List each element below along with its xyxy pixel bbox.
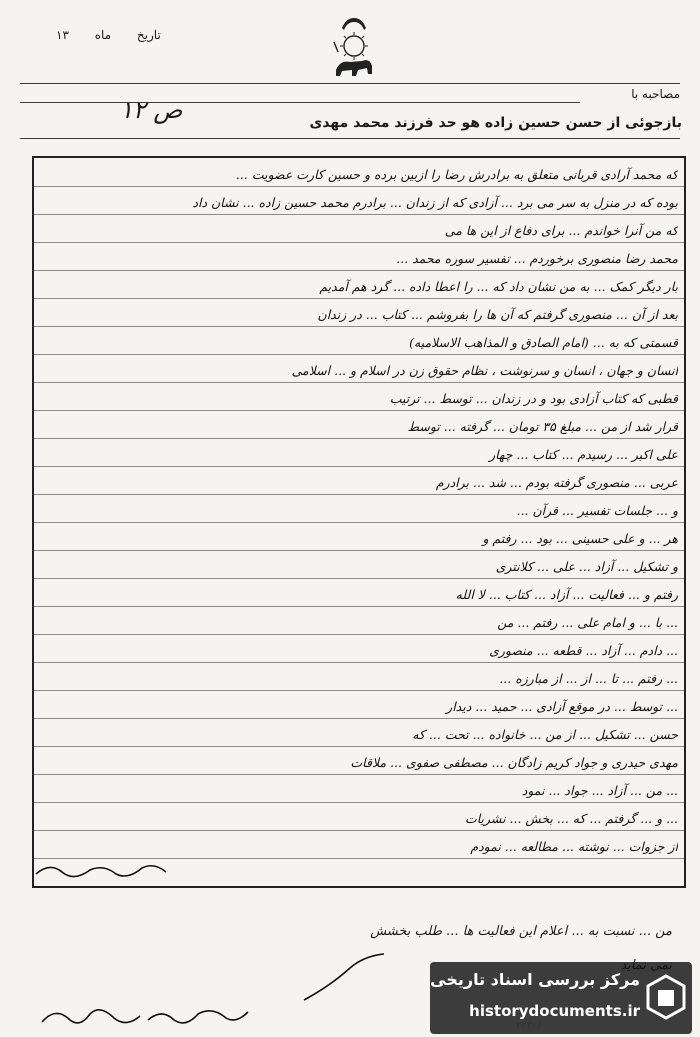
body-line: که محمد آرادی قربانی متعلق به برادرش رضا را ازبین برده و حسین کارت عضویت ... bbox=[235, 167, 678, 182]
closing-line-1: من ... نسبت به ... اعلام این فعالیت ها ... طلب بخشش bbox=[370, 924, 672, 939]
body-line: ... با ... و امام علی ... رفتم ... من bbox=[497, 615, 678, 630]
margin-signature bbox=[32, 858, 172, 884]
signature-stroke bbox=[300, 950, 390, 1010]
body-line: که من آنرا خواندم ... برای دفاع از این ها می bbox=[444, 223, 678, 238]
body-line: حسن ... تشکیل ... از من ... خانواده ... تحت ... که bbox=[412, 727, 678, 742]
body-line: از جزوات ... نوشته ... مطالعه ... نمودم bbox=[470, 839, 678, 854]
handwritten-body bbox=[32, 156, 686, 888]
interview-line bbox=[20, 102, 580, 103]
month-label: ماه bbox=[94, 28, 112, 42]
body-line: محمد رضا منصوری برخوردم ... تفسیر سوره محمد ... bbox=[396, 251, 678, 266]
body-line: قطبی که کتاب آزادی بود و در زندان ... توسط ... ترتیب bbox=[389, 391, 678, 406]
date-label: تاریخ bbox=[136, 28, 161, 42]
watermark-url: historydocuments.ir bbox=[469, 1002, 640, 1020]
emblem-icon bbox=[328, 14, 380, 80]
body-line: قسمتی که به ... (امام الصادق و المذاهب الاسلامیه) bbox=[409, 335, 678, 350]
subject-line: بازجوئی از حسن حسین زاده هو حد فرزند محمد مهدی bbox=[309, 115, 682, 131]
body-line: ... دادم ... آزاد ... قطعه ... منصوری bbox=[489, 643, 678, 658]
body-line: ... و ... گرفتم ... که ... بخش ... نشریات bbox=[464, 811, 678, 826]
subject-underline bbox=[20, 138, 680, 139]
archive-logo-icon bbox=[646, 974, 686, 1020]
signature bbox=[36, 1000, 256, 1034]
body-line: ... من ... آزاد ... جواد ... نمود bbox=[521, 783, 678, 798]
header-divider bbox=[20, 83, 680, 84]
body-line: ... توسط ... در موقع آزادی ... حمید ... دیدار bbox=[446, 699, 678, 714]
body-line: علی اکبر ... رسیدم ... کتاب ... چهار bbox=[489, 447, 678, 462]
body-line: انسان و جهان ، انسان و سرنوشت ، نظام حقوق زن در اسلام و ... اسلامی bbox=[291, 363, 678, 378]
body-line: ... رفتم ... تا ... از ... از مبارزه ... bbox=[499, 671, 678, 686]
body-line: هر ... و علی حسینی ... بود ... رفتم و bbox=[482, 531, 678, 546]
body-line: بعد از آن ... منصوری گرفتم که آن ها را بفروشم ... کتاب ... در زندان bbox=[317, 307, 678, 322]
body-line: بار دیگر کمک ... به من نشان داد که ... را اعطا داده ... گرد هم آمدیم bbox=[319, 279, 678, 294]
document-number: ۲۲۳۰/ bbox=[516, 1020, 541, 1031]
body-line: رفتم و ... فعالیت ... آزاد ... کتاب ... لا الله bbox=[455, 587, 678, 602]
body-line: مهدی حیدری و جواد کریم زادگان ... مصطفی صفوی ... ملاقات bbox=[350, 755, 678, 770]
watermark-title: مرکز بررسی اسناد تاریخی bbox=[430, 970, 640, 989]
body-line: و تشکیل ... آزاد ... علی ... کلانتری bbox=[495, 559, 678, 574]
year-suffix: ۱۳ bbox=[56, 28, 69, 42]
body-line: بوده که در منزل به سر می برد ... آزادی که از زندان ... برادرم محمد حسین زاده ... نشان داد bbox=[192, 195, 678, 210]
interview-label: مصاحبه با bbox=[631, 87, 680, 101]
page-number: ص ۱۲ bbox=[120, 96, 183, 124]
date-field bbox=[34, 28, 161, 42]
body-line: قرار شد از من ... مبلغ ۳۵ تومان ... گرفته ... توسط bbox=[407, 419, 678, 434]
body-line: و ... جلسات تفسیر ... قرآن ... bbox=[516, 503, 678, 518]
body-line: عربی ... منصوری گرفته بودم ... شد ... برادرم bbox=[435, 475, 678, 490]
watermark bbox=[430, 962, 692, 1034]
